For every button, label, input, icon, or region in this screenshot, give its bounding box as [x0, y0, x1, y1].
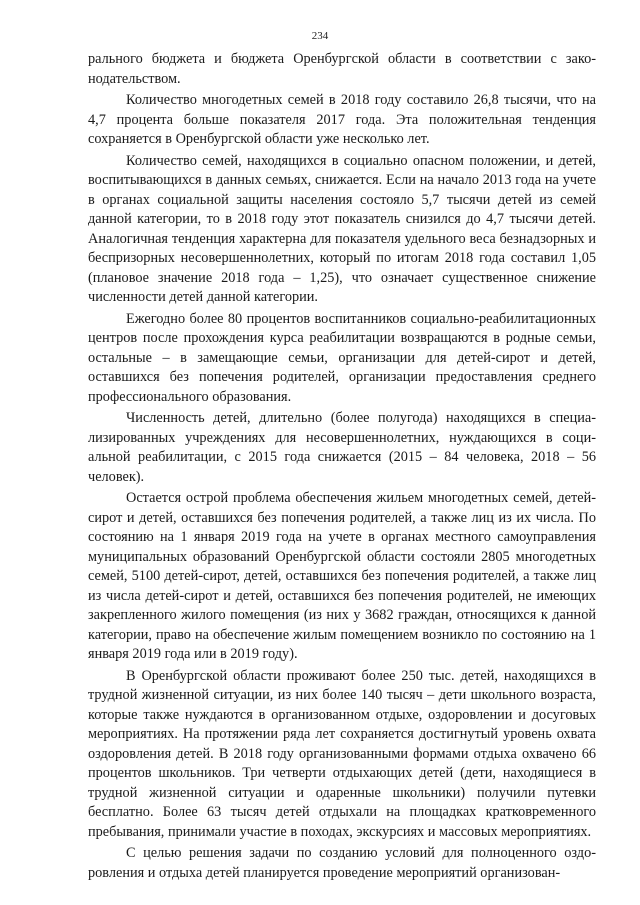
paragraph-continuation: рального бюджета и бюджета Оренбургской области в соответствии с законодательством.: [88, 51, 596, 87]
page-number: 234: [311, 30, 329, 42]
document-text: [88, 50, 596, 885]
paragraph-families-at-risk: Количество семей, находящихся в социально опасном положении, и детей, воспитывающихся в данных семьях, снижается. Если на начало 2013 года на учете в органах социальной защиты населения состояло 5,7 тысячи детей из семей данной категории, то в 2018 году этот показатель снизился до 4,7 тысячи детей. Аналогичная тенденция характерна для показателя удельного веса безнадзорных и беспризорных несовершеннолетних, который по итогам 2018 года составил 1,05 (плановое значение 2018 года – 1,25), что означает существенное снижение численности детей данной категории.: [88, 152, 596, 305]
paragraph-large-families: Количество многодетных семей в 2018 году составило 26,8 тысячи, что на 4,7 процента больше показателя 2017 года. Эта положительная тенденция сохраняется в Оренбургской области уже несколько лет.: [88, 92, 596, 147]
paragraph-rehabilitation-centers: Ежегодно более 80 процентов воспитанников социально-реабилитационных центров после прохождения курса реабилитации возвращаются в родные семьи, остальные – в замещающие семьи, организации для детей-сирот и детей, оставшихся без попечения родителей, организации предоставления среднего профессионального образования.: [88, 310, 596, 405]
paragraph-specialized-institutions: Численность детей, длительно (более полугода) находящихся в специализированных учреждениях для несовершеннолетних, нуждающихся в социальной реабилитации, с 2015 года снижается (2015 – 84 человека, 2018 – 56 человек).: [88, 410, 596, 485]
paragraph-housing-problem: Остается острой проблема обеспечения жильем многодетных семей, детей-сирот и детей, оставшихся без попечения родителей, а также лиц из их числа. По состоянию на 1 января 2019 года на учете в органах местного самоуправления муниципальных образований Оренбургской области состояли 2805 многодетных семей, 5100 детей-сирот, детей, оставшихся без попечения родителей, а также лиц из числа детей-сирот и детей, оставшихся без попечения родителей, не имеющих закрепленного жилого помещения (из них у 3682 граждан, относящихся к данной категории, право на обеспечение жилым помещением возникло по состоянию на 1 января 2019 года или в 2019 году).: [88, 490, 596, 662]
paragraph-planned-measures: С целью решения задачи по созданию условий для полноценного оздоровления и отдыха детей планируется проведение мероприятий организован-: [88, 845, 596, 881]
paragraph-children-recreation: В Оренбургской области проживают более 250 тыс. детей, находящихся в трудной жизненной ситуации, из них более 140 тысяч – дети школьного возраста, которые также нуждаются в организованном отдыхе, оздоровлении и досуговых мероприятиях. На протяжении ряда лет сохраняется достигнутый уровень охвата оздоровления детей. В 2018 году организованными формами отдыха охвачено 66 процентов школьников. Три четверти отдыхающих детей (дети, находящиеся в трудной жизненной ситуации и одаренные школьники) получили путевки бесплатно. Более 63 тысяч детей отдыхали на площадках кратковременного пребывания, принимали участие в походах, экскурсиях и массовых мероприятиях.: [88, 667, 596, 840]
